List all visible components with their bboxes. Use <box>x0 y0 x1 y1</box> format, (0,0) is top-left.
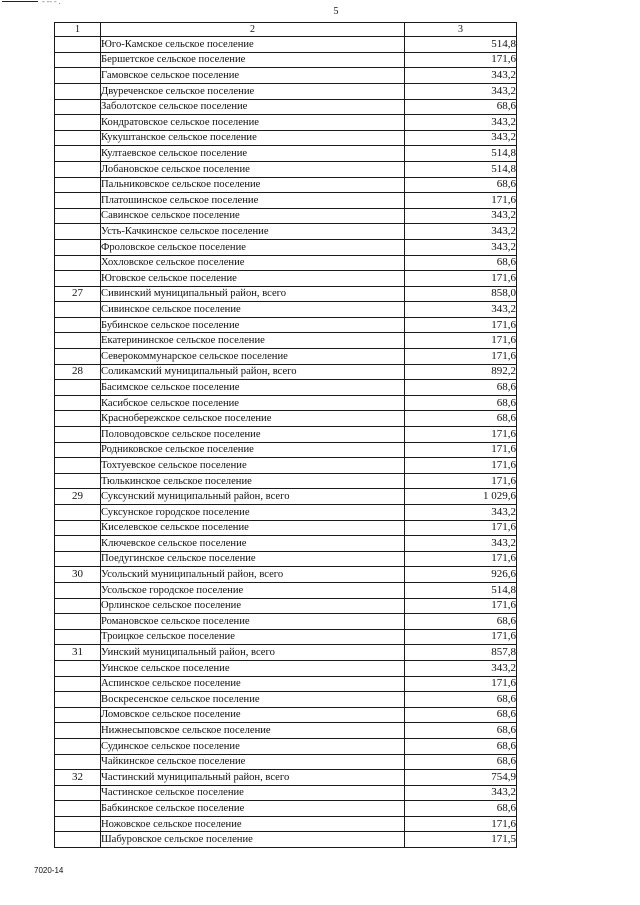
table-row <box>55 738 517 754</box>
table-row <box>55 598 517 614</box>
settlement-name-cell: Орлинское сельское поселение <box>101 598 405 614</box>
settlement-name-cell: Воскресенское сельское поселение <box>101 692 405 708</box>
table-row <box>55 473 517 489</box>
settlement-name-cell: Усольское городское поселение <box>101 582 405 598</box>
row-number-cell <box>55 99 101 115</box>
table-row <box>55 785 517 801</box>
settlement-name-cell: Уинский муниципальный район, всего <box>101 645 405 661</box>
row-number-cell <box>55 676 101 692</box>
table-row <box>55 614 517 630</box>
table-row <box>55 99 517 115</box>
table-row <box>55 536 517 552</box>
table-row <box>55 302 517 318</box>
settlement-name-cell: Тюлькинское сельское поселение <box>101 473 405 489</box>
table-row <box>55 68 517 84</box>
table-header-row <box>55 23 517 37</box>
amount-cell: 171,6 <box>405 676 517 692</box>
table-body <box>55 23 517 848</box>
amount-cell: 754,9 <box>405 770 517 786</box>
settlement-name-cell: Киселевское сельское поселение <box>101 520 405 536</box>
table-row <box>55 349 517 365</box>
settlement-name-cell: Судинское сельское поселение <box>101 738 405 754</box>
amount-cell: 343,2 <box>405 115 517 131</box>
amount-cell: 171,5 <box>405 832 517 848</box>
amount-cell: 68,6 <box>405 723 517 739</box>
amount-cell: 68,6 <box>405 395 517 411</box>
amount-cell: 68,6 <box>405 177 517 193</box>
settlement-name-cell: Ножовское сельское поселение <box>101 816 405 832</box>
table-row <box>55 707 517 723</box>
table-row <box>55 442 517 458</box>
row-number-cell <box>55 333 101 349</box>
row-number-cell <box>55 255 101 271</box>
row-number-cell: 31 <box>55 645 101 661</box>
amount-cell: 171,6 <box>405 271 517 287</box>
row-number-cell <box>55 442 101 458</box>
table-row <box>55 224 517 240</box>
table-row <box>55 816 517 832</box>
row-number-cell <box>55 130 101 146</box>
row-number-cell <box>55 317 101 333</box>
table-row <box>55 52 517 68</box>
row-number-cell <box>55 614 101 630</box>
amount-cell: 343,2 <box>405 83 517 99</box>
row-number-cell <box>55 505 101 521</box>
amount-cell: 171,6 <box>405 349 517 365</box>
amount-cell: 171,6 <box>405 193 517 209</box>
settlement-name-cell: Касибское сельское поселение <box>101 395 405 411</box>
amount-cell: 343,2 <box>405 536 517 552</box>
settlement-name-cell: Соликамский муниципальный район, всего <box>101 364 405 380</box>
amount-cell: 171,6 <box>405 551 517 567</box>
table-row <box>55 427 517 443</box>
amount-cell: 926,6 <box>405 567 517 583</box>
row-number-cell <box>55 224 101 240</box>
amount-cell: 68,6 <box>405 692 517 708</box>
table-row <box>55 271 517 287</box>
settlement-name-cell: Усольский муниципальный район, всего <box>101 567 405 583</box>
table-row <box>55 255 517 271</box>
table-row <box>55 37 517 53</box>
amount-cell: 343,2 <box>405 130 517 146</box>
footer-document-code: 7020-14 <box>34 866 64 875</box>
settlement-name-cell: Северокоммунарское сельское поселение <box>101 349 405 365</box>
row-number-cell <box>55 536 101 552</box>
settlement-name-cell: Тохтуевское сельское поселение <box>101 458 405 474</box>
settlement-name-cell: Частинское сельское поселение <box>101 785 405 801</box>
table-row <box>55 832 517 848</box>
settlement-name-cell: Двуреченское сельское поселение <box>101 83 405 99</box>
row-number-cell <box>55 271 101 287</box>
settlement-name-cell: Лобановское сельское поселение <box>101 161 405 177</box>
amount-cell: 68,6 <box>405 738 517 754</box>
amount-cell: 171,6 <box>405 333 517 349</box>
table-row <box>55 364 517 380</box>
amount-cell: 1 029,6 <box>405 489 517 505</box>
amount-cell: 68,6 <box>405 99 517 115</box>
top-left-rule <box>2 1 38 2</box>
table-row <box>55 629 517 645</box>
settlement-name-cell: Фроловское сельское поселение <box>101 239 405 255</box>
amount-cell: 68,6 <box>405 801 517 817</box>
table-row <box>55 676 517 692</box>
row-number-cell <box>55 816 101 832</box>
amount-cell: 857,8 <box>405 645 517 661</box>
table-row <box>55 801 517 817</box>
table-row <box>55 505 517 521</box>
row-number-cell <box>55 239 101 255</box>
table-row <box>55 754 517 770</box>
table-row <box>55 770 517 786</box>
row-number-cell <box>55 458 101 474</box>
row-number-cell <box>55 83 101 99</box>
row-number-cell <box>55 520 101 536</box>
table-row <box>55 692 517 708</box>
table-row <box>55 177 517 193</box>
row-number-cell: 29 <box>55 489 101 505</box>
amount-cell: 68,6 <box>405 255 517 271</box>
header-col-3: 3 <box>405 23 517 37</box>
settlement-name-cell: Чайкинское сельское поселение <box>101 754 405 770</box>
settlement-name-cell: Аспинское сельское поселение <box>101 676 405 692</box>
amount-cell: 171,6 <box>405 598 517 614</box>
row-number-cell: 28 <box>55 364 101 380</box>
amount-cell: 514,8 <box>405 37 517 53</box>
settlement-name-cell: Юго-Камское сельское поселение <box>101 37 405 53</box>
amount-cell: 343,2 <box>405 68 517 84</box>
settlement-name-cell: Троицкое сельское поселение <box>101 629 405 645</box>
row-number-cell <box>55 598 101 614</box>
row-number-cell: 32 <box>55 770 101 786</box>
settlement-name-cell: Екатерининское сельское поселение <box>101 333 405 349</box>
amount-cell: 68,6 <box>405 707 517 723</box>
amount-cell: 171,6 <box>405 442 517 458</box>
amount-cell: 171,6 <box>405 816 517 832</box>
settlement-name-cell: Половодовское сельское поселение <box>101 427 405 443</box>
row-number-cell <box>55 785 101 801</box>
row-number-cell <box>55 146 101 162</box>
amount-cell: 171,6 <box>405 52 517 68</box>
amount-cell: 68,6 <box>405 380 517 396</box>
settlement-name-cell: Частинский муниципальный район, всего <box>101 770 405 786</box>
row-number-cell <box>55 660 101 676</box>
settlement-name-cell: Романовское сельское поселение <box>101 614 405 630</box>
table-row <box>55 317 517 333</box>
table-row <box>55 660 517 676</box>
table-row <box>55 380 517 396</box>
settlement-name-cell: Хохловское сельское поселение <box>101 255 405 271</box>
table-row <box>55 489 517 505</box>
amount-cell: 171,6 <box>405 427 517 443</box>
row-number-cell <box>55 208 101 224</box>
row-number-cell <box>55 707 101 723</box>
row-number-cell <box>55 551 101 567</box>
amount-cell: 68,6 <box>405 754 517 770</box>
row-number-cell <box>55 52 101 68</box>
row-number-cell <box>55 738 101 754</box>
row-number-cell <box>55 161 101 177</box>
table-row <box>55 551 517 567</box>
settlement-name-cell: Юговское сельское поселение <box>101 271 405 287</box>
page-number: 5 <box>333 6 339 17</box>
header-col-1: 1 <box>55 23 101 37</box>
table-row <box>55 458 517 474</box>
settlement-name-cell: Родниковское сельское поселение <box>101 442 405 458</box>
settlement-name-cell: Поедугинское сельское поселение <box>101 551 405 567</box>
amount-cell: 343,2 <box>405 660 517 676</box>
settlement-name-cell: Савинское сельское поселение <box>101 208 405 224</box>
row-number-cell <box>55 193 101 209</box>
table-row <box>55 115 517 131</box>
amount-cell: 343,2 <box>405 785 517 801</box>
table-row <box>55 567 517 583</box>
settlement-name-cell: Ломовское сельское поселение <box>101 707 405 723</box>
amount-cell: 514,8 <box>405 161 517 177</box>
settlement-name-cell: Бершетское сельское поселение <box>101 52 405 68</box>
amount-cell: 68,6 <box>405 411 517 427</box>
settlement-name-cell: Суксунское городское поселение <box>101 505 405 521</box>
settlement-name-cell: Кукуштанское сельское поселение <box>101 130 405 146</box>
row-number-cell <box>55 473 101 489</box>
row-number-cell <box>55 692 101 708</box>
table-row <box>55 286 517 302</box>
table-row <box>55 208 517 224</box>
row-number-cell <box>55 302 101 318</box>
amount-cell: 858,0 <box>405 286 517 302</box>
settlement-name-cell: Бабкинское сельское поселение <box>101 801 405 817</box>
row-number-cell <box>55 723 101 739</box>
row-number-cell <box>55 37 101 53</box>
amount-cell: 892,2 <box>405 364 517 380</box>
table-row <box>55 582 517 598</box>
amount-cell: 514,8 <box>405 582 517 598</box>
amount-cell: 514,8 <box>405 146 517 162</box>
settlement-name-cell: Пальниковское сельское поселение <box>101 177 405 193</box>
allocation-table <box>54 22 517 848</box>
settlement-name-cell: Кондратовское сельское поселение <box>101 115 405 131</box>
row-number-cell: 27 <box>55 286 101 302</box>
amount-cell: 343,2 <box>405 239 517 255</box>
table-row <box>55 411 517 427</box>
amount-cell: 171,6 <box>405 473 517 489</box>
settlement-name-cell: Ключевское сельское поселение <box>101 536 405 552</box>
table-row <box>55 193 517 209</box>
settlement-name-cell: Платошинское сельское поселение <box>101 193 405 209</box>
table-row <box>55 333 517 349</box>
settlement-name-cell: Краснобережское сельское поселение <box>101 411 405 427</box>
table-row <box>55 520 517 536</box>
row-number-cell <box>55 177 101 193</box>
row-number-cell <box>55 380 101 396</box>
row-number-cell <box>55 582 101 598</box>
row-number-cell <box>55 629 101 645</box>
row-number-cell <box>55 754 101 770</box>
settlement-name-cell: Сивинский муниципальный район, всего <box>101 286 405 302</box>
top-scan-marks: - -- - . <box>42 0 61 6</box>
settlement-name-cell: Бубинское сельское поселение <box>101 317 405 333</box>
settlement-name-cell: Басимское сельское поселение <box>101 380 405 396</box>
row-number-cell <box>55 349 101 365</box>
amount-cell: 343,2 <box>405 302 517 318</box>
row-number-cell <box>55 832 101 848</box>
row-number-cell <box>55 68 101 84</box>
row-number-cell <box>55 427 101 443</box>
table-row <box>55 130 517 146</box>
settlement-name-cell: Уинское сельское поселение <box>101 660 405 676</box>
table-row <box>55 146 517 162</box>
header-col-2: 2 <box>101 23 405 37</box>
row-number-cell: 30 <box>55 567 101 583</box>
amount-cell: 343,2 <box>405 505 517 521</box>
amount-cell: 171,6 <box>405 317 517 333</box>
row-number-cell <box>55 801 101 817</box>
settlement-name-cell: Сивинское сельское поселение <box>101 302 405 318</box>
row-number-cell <box>55 395 101 411</box>
settlement-name-cell: Шабуровское сельское поселение <box>101 832 405 848</box>
table-row <box>55 395 517 411</box>
table-row <box>55 161 517 177</box>
amount-cell: 171,6 <box>405 520 517 536</box>
amount-cell: 343,2 <box>405 224 517 240</box>
table-row <box>55 723 517 739</box>
amount-cell: 171,6 <box>405 458 517 474</box>
row-number-cell <box>55 115 101 131</box>
row-number-cell <box>55 411 101 427</box>
table-row <box>55 645 517 661</box>
settlement-name-cell: Суксунский муниципальный район, всего <box>101 489 405 505</box>
table-row <box>55 239 517 255</box>
table-row <box>55 83 517 99</box>
settlement-name-cell: Гамовское сельское поселение <box>101 68 405 84</box>
settlement-name-cell: Усть-Качкинское сельское поселение <box>101 224 405 240</box>
amount-cell: 343,2 <box>405 208 517 224</box>
settlement-name-cell: Култаевское сельское поселение <box>101 146 405 162</box>
amount-cell: 171,6 <box>405 629 517 645</box>
settlement-name-cell: Нижнесыповское сельское поселение <box>101 723 405 739</box>
settlement-name-cell: Заболотское сельское поселение <box>101 99 405 115</box>
amount-cell: 68,6 <box>405 614 517 630</box>
